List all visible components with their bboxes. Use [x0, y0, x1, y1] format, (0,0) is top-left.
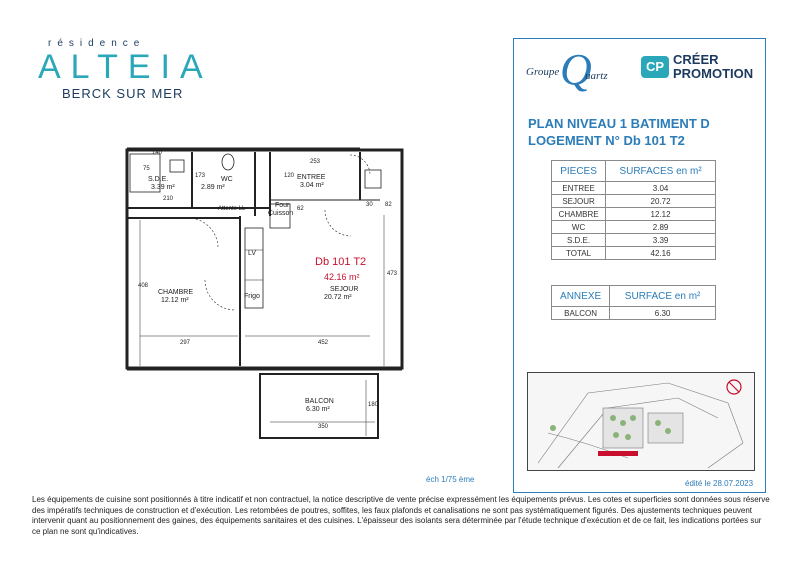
dim-408: 408 — [138, 283, 149, 289]
dim-350: 350 — [318, 424, 329, 430]
annexe-table — [551, 285, 716, 320]
table-cell: ENTREE — [552, 182, 606, 195]
room-wc-area: 2.89 m² — [201, 184, 225, 191]
brand-tagline: résidence — [48, 38, 146, 49]
fixture-four: Four — [275, 202, 290, 209]
logo-q-mark: Q — [560, 45, 592, 94]
table-row — [552, 234, 716, 247]
plan-title — [528, 115, 710, 149]
surfaces-header-surface: SURFACES en m² — [606, 161, 716, 182]
table-cell: BALCON — [552, 307, 610, 320]
dim-473: 473 — [387, 271, 398, 277]
table-cell: 20.72 — [606, 195, 716, 208]
surfaces-table — [551, 160, 716, 260]
table-row — [552, 247, 716, 260]
table-row — [552, 221, 716, 234]
dim-30: 30 — [366, 202, 373, 208]
room-sde-name: S.D.E. — [148, 176, 169, 183]
scale-label: éch 1/75 ème — [426, 475, 475, 484]
unit-area: 42.16 m² — [324, 272, 360, 282]
logo-promotion: PROMOTION — [673, 66, 754, 81]
dim-297: 297 — [180, 340, 191, 346]
table-cell: SEJOUR — [552, 195, 606, 208]
plan-title-line2: LOGEMENT N° Db 101 T2 — [528, 133, 685, 148]
room-chambre-name: CHAMBRE — [158, 289, 194, 296]
dim-210: 210 — [163, 196, 174, 202]
room-entree-name: ENTREE — [297, 174, 326, 181]
room-sde-area: 3.39 m² — [151, 184, 175, 191]
table-row — [552, 208, 716, 221]
map-unit-highlight — [598, 451, 638, 456]
dim-253: 253 — [310, 159, 321, 165]
creer-promotion-icon: CP — [641, 56, 669, 78]
brand-city: BERCK SUR MER — [62, 86, 184, 101]
table-row — [552, 182, 716, 195]
dim-82: 82 — [385, 202, 392, 208]
room-sejour-name: SEJOUR — [330, 286, 359, 293]
table-cell: TOTAL — [552, 247, 606, 260]
table-cell: CHAMBRE — [552, 208, 606, 221]
dim-140: 140 — [152, 150, 163, 156]
dim-452: 452 — [318, 340, 329, 346]
fixture-attente: Attente LL — [218, 206, 246, 212]
table-row — [552, 307, 716, 320]
table-cell: 3.04 — [606, 182, 716, 195]
logo-quartz-text: uartz — [585, 70, 608, 82]
fixture-cuisson: Cuisson — [268, 210, 294, 217]
plan-title-line1: PLAN NIVEAU 1 BATIMENT D — [528, 116, 710, 131]
dim-180: 180 — [368, 402, 379, 408]
table-cell: 2.89 — [606, 221, 716, 234]
table-cell: 12.12 — [606, 208, 716, 221]
room-balcon-name: BALCON — [305, 398, 334, 405]
room-chambre-area: 12.12 m² — [161, 297, 189, 304]
table-cell: WC — [552, 221, 606, 234]
edited-date: édité le 28.07.2023 — [685, 479, 754, 488]
surfaces-header-pieces: PIECES — [552, 161, 606, 182]
dim-173: 173 — [195, 173, 206, 179]
room-sejour-area: 20.72 m² — [324, 294, 352, 301]
fixture-frigo: Frigo — [244, 293, 260, 300]
table-cell: 6.30 — [610, 307, 716, 320]
table-cell: 42.16 — [606, 247, 716, 260]
table-cell: 3.39 — [606, 234, 716, 247]
room-balcon-area: 6.30 m² — [306, 406, 330, 413]
dim-120: 120 — [284, 173, 295, 179]
brand-name: ALTEIA — [38, 48, 213, 86]
logo-groupe-text: Groupe — [526, 66, 560, 78]
table-cell: S.D.E. — [552, 234, 606, 247]
room-entree-area: 3.04 m² — [300, 182, 324, 189]
unit-id: Db 101 T2 — [315, 256, 367, 268]
site-map — [527, 372, 755, 471]
fixture-lv: LV — [248, 250, 257, 257]
table-row — [552, 195, 716, 208]
disclaimer-text: Les équipements de cuisine sont positionnés à titre indicatif et non contractuel, la notice descriptive de vente précise expressément les équipements prévus. Les cotes et superficies sont données sous réserve des impératifs techniques de construction et d'exécution. Les retombées de poutres, soffites, les faux plafonds et canalisations ne sont pas systématiquement figurés. Des ajustements techniques peuvent intervenir quant au positionnement des gaines, des équipements sanitaires et des cuisines. L'épaisseur des isolants sera déterminée par l'étude technique d'exécution et de ce fait, les indications portées sur ce plan ne sont qu'indicatives. — [32, 495, 770, 536]
annexe-header-annexe: ANNEXE — [552, 286, 610, 307]
annexe-header-surface: SURFACE en m² — [610, 286, 716, 307]
dim-75: 75 — [143, 166, 150, 172]
room-wc-name: WC — [221, 176, 233, 183]
dim-62: 62 — [297, 206, 304, 212]
logo-creer: CRÉER — [673, 52, 719, 67]
